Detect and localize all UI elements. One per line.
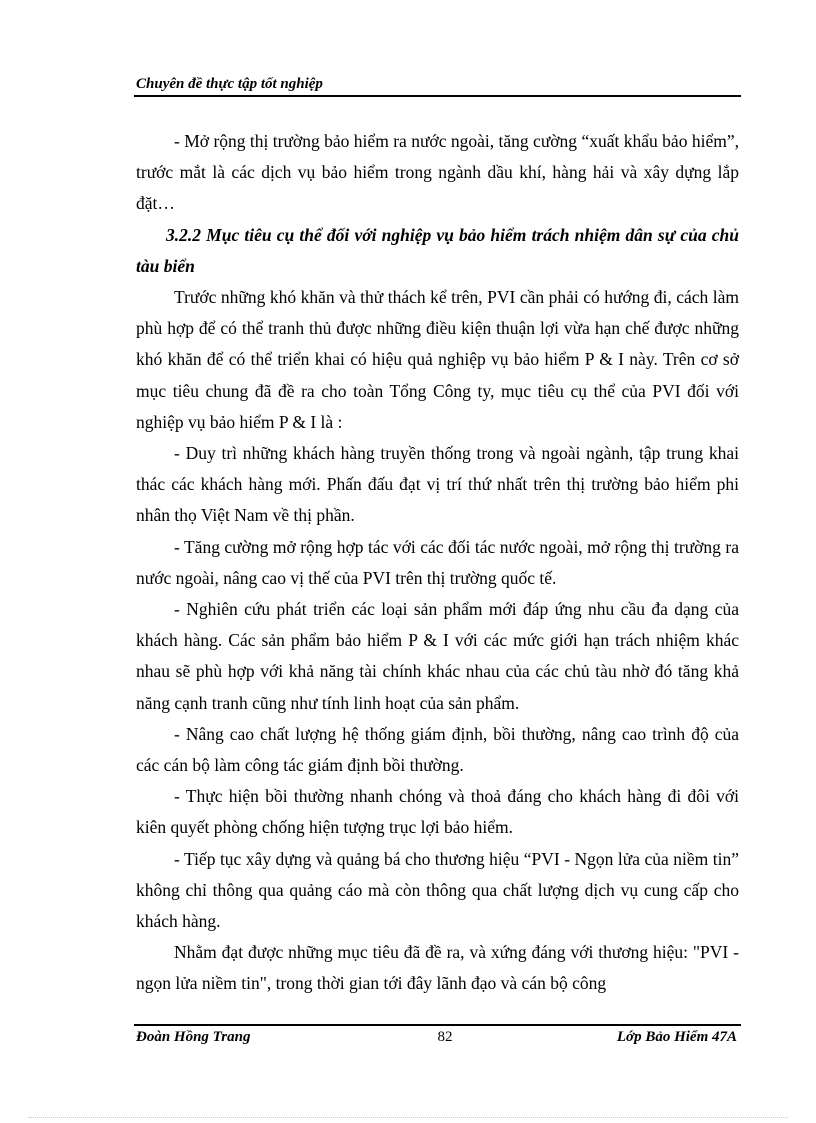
page-number: 82 bbox=[437, 1029, 453, 1045]
footer-class: Lớp Bảo Hiểm 47A bbox=[616, 1029, 737, 1045]
paragraph-assessment-quality: - Nâng cao chất lượng hệ thống giám định, bồi thường, nâng cao trình độ của các cán bộ làm công tác giám định bồi thường. bbox=[136, 723, 739, 776]
paragraph-new-products: - Nghiên cứu phát triển các loại sản phẩm mới đáp ứng nhu cầu đa dạng của khách hàng. Các sản phẩm bảo hiểm P & I với các mức giới hạn trách nhiệm khác nhau sẽ phù hợp với khả năng tài chính khác nhau của các chủ tàu nhờ đó tăng khả năng cạnh tranh cũng như tính linh hoạt của sản phẩm. bbox=[136, 599, 739, 713]
paragraph-international-cooperation: - Tăng cường mở rộng hợp tác với các đối tác nước ngoài, mở rộng thị trường ra nước ngoài, nâng cao vị thế của PVI trên thị trường quốc tế. bbox=[136, 536, 739, 588]
page-body bbox=[136, 126, 739, 1000]
footer-author: Đoàn Hồng Trang bbox=[136, 1029, 251, 1045]
paragraph-export-expansion: - Mở rộng thị trường bảo hiểm ra nước ngoài, tăng cường “xuất khẩu bảo hiểm”, trước mắt là các dịch vụ bảo hiểm trong ngành dầu khí, hàng hải và xây dựng lắp đặt… bbox=[136, 131, 739, 214]
paragraph-closing: Nhằm đạt được những mục tiêu đã đề ra, và xứng đáng với thương hiệu: "PVI - ngọn lửa niềm tin", trong thời gian tới đây lãnh đạo và cán bộ công bbox=[136, 942, 739, 994]
section-heading-3-2-2: 3.2.2 Mục tiêu cụ thể đối với nghiệp vụ bảo hiểm trách nhiệm dân sự của chủ tàu biển bbox=[136, 224, 739, 276]
paragraph-intro-objectives: Trước những khó khăn và thử thách kể trên, PVI cần phải có hướng đi, cách làm phù hợp để có thể tranh thủ được những điều kiện thuận lợi vừa hạn chế được những khó khăn để có thể triển khai có hiệu quả nghiệp vụ bảo hiểm P & I này. Trên cơ sở mục tiêu chung đã đề ra cho toàn Tổng Công ty, mục tiêu cụ thể của PVI đối với nghiệp vụ bảo hiểm P & I là : bbox=[136, 287, 739, 432]
paragraph-fast-compensation: - Thực hiện bồi thường nhanh chóng và thoả đáng cho khách hàng đi đôi với kiên quyết phòng chống hiện tượng trục lợi bảo hiểm. bbox=[136, 786, 739, 838]
paragraph-retain-customers: - Duy trì những khách hàng truyền thống trong và ngoài ngành, tập trung khai thác các khách hàng mới. Phấn đấu đạt vị trí thứ nhất trên thị trường bảo hiểm phi nhân thọ Việt Nam về thị phần. bbox=[136, 443, 739, 526]
running-header: Chuyên đề thực tập tốt nghiệp bbox=[136, 76, 323, 92]
footer-divider bbox=[134, 1024, 741, 1026]
header-divider bbox=[134, 95, 741, 97]
page-edge-border bbox=[28, 1117, 788, 1118]
paragraph-brand-building: - Tiếp tục xây dựng và quảng bá cho thương hiệu “PVI - Ngọn lửa của niềm tin” không chỉ thông qua quảng cáo mà còn thông qua chất lượng dịch vụ cung cấp cho khách hàng. bbox=[136, 848, 739, 932]
